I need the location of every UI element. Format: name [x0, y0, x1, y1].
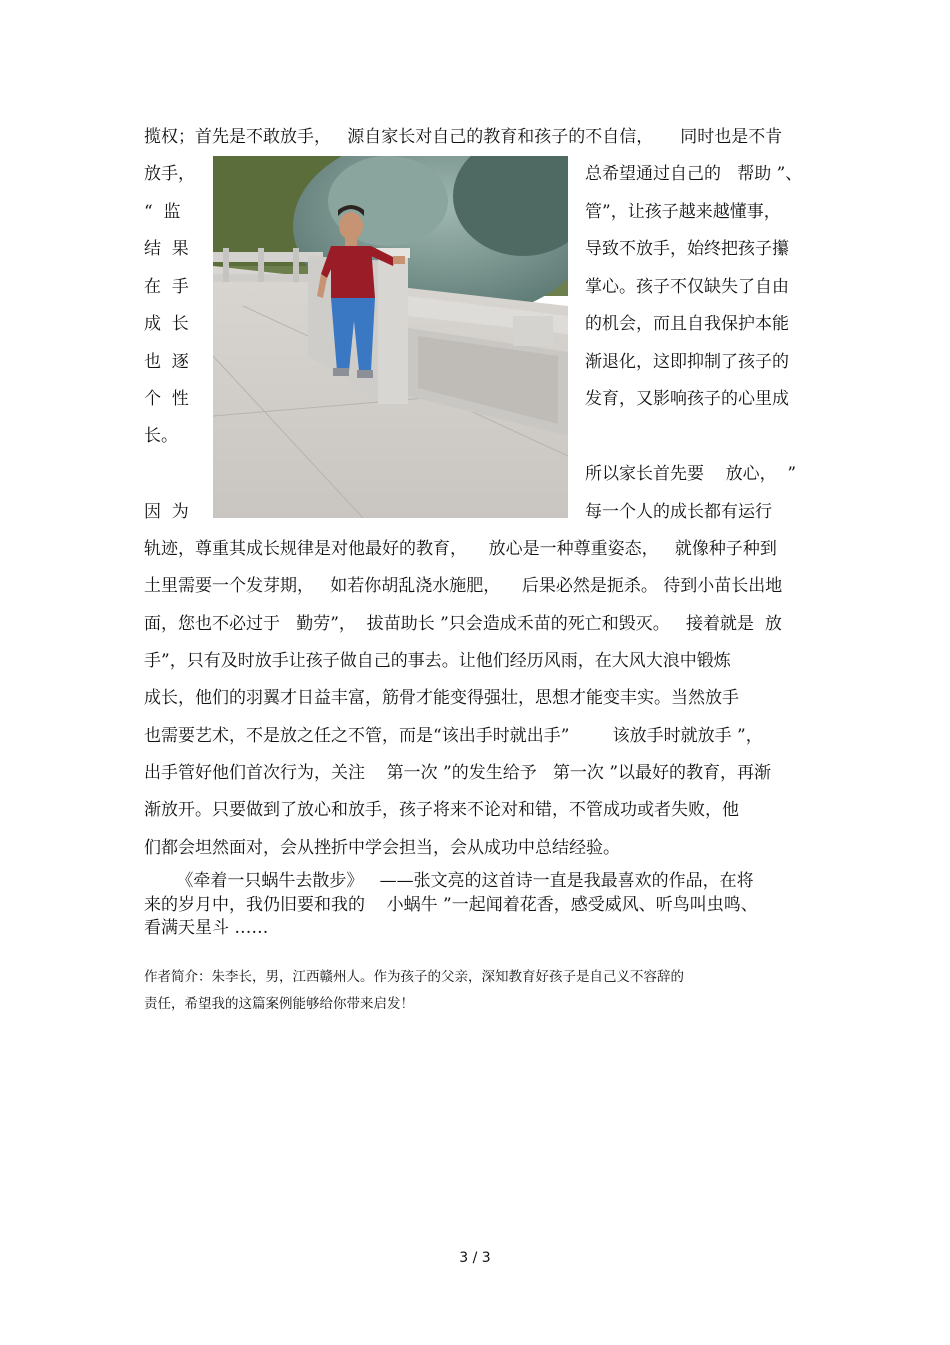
- text-line: 个 性: [144, 389, 189, 409]
- text-line: 也需要艺术，不是放之任之不管，而是“该出手时就出手” 该放手时就放手 ”，: [144, 726, 763, 746]
- text-line: 们都会坦然面对，会从挫折中学会担当，会从成功中总结经验。: [144, 838, 620, 858]
- text-line: 管”，让孩子越来越懂事，: [585, 202, 781, 222]
- text-line: 结 果: [144, 239, 189, 259]
- text-line: 总希望通过自己的 帮助 ”、: [585, 164, 803, 184]
- text-line: 渐放开。只要做到了放心和放手，孩子将来不论对和错，不管成功或者失败，他: [144, 800, 739, 820]
- text-line: 所以家长首先要 放心， ”: [585, 464, 797, 484]
- text-line: 成长，他们的羽翼才日益丰富，筋骨才能变得强壮，思想才能变丰实。当然放手: [144, 688, 739, 708]
- text-line: 放手，: [144, 164, 195, 184]
- text-line: 也 逐: [144, 352, 189, 372]
- text-line: 来的岁月中，我仍旧要和我的 小蜗牛 ”一起闻着花香，感受威风、听鸟叫虫鸣、: [144, 895, 758, 915]
- text-line: 成 长: [144, 314, 189, 334]
- text-line: 土里需要一个发芽期， 如若你胡乱浇水施肥， 后果必然是扼杀。 待到小苗长出地: [144, 576, 783, 596]
- text-line: 揽权；首先是不敢放手， 源自家长对自己的教育和孩子的不自信， 同时也是不肯: [144, 127, 783, 147]
- text-line: 出手管好他们首次行为，关注 第一次 ”的发生给予 第一次 ”以最好的教育，再渐: [144, 763, 772, 783]
- text-line: 的机会，而且自我保护本能: [585, 314, 789, 334]
- text-line: 责任，希望我的这篇案例能够给你带来启发！: [144, 996, 414, 1012]
- text-line: 渐退化，这即抑制了孩子的: [585, 352, 789, 372]
- text-line: 掌心。孩子不仅缺失了自由: [585, 277, 789, 297]
- text-line: 手”，只有及时放手让孩子做自己的事去。让他们经历风雨，在大风大浪中锻炼: [144, 651, 731, 671]
- text-line: 每一个人的成长都有运行: [585, 502, 772, 522]
- text-line: 长。: [144, 426, 178, 446]
- text-line: 因 为: [144, 502, 189, 522]
- text-line: 在 手: [144, 277, 189, 297]
- text-line: 作者简介：朱李长，男，江西赣州人。作为孩子的父亲，深知教育好孩子是自己义不容辞的: [144, 969, 684, 985]
- photo-man-at-railing: [213, 156, 568, 518]
- text-line: 轨迹，尊重其成长规律是对他最好的教育， 放心是一种尊重姿态， 就像种子种到: [144, 539, 777, 559]
- text-line: 《牵着一只蜗牛去散步》 ——张文亮的这首诗一直是我最喜欢的作品，在将: [144, 871, 754, 891]
- text-line: 发育，又影响孩子的心里成: [585, 389, 789, 409]
- text-line: “ 监: [144, 202, 181, 222]
- text-line: 导致不放手，始终把孩子攥: [585, 239, 789, 259]
- text-line: 看满天星斗 ……: [144, 918, 269, 938]
- text-line: 面，您也不必过于 勤劳”， 拔苗助长 ”只会造成禾苗的死亡和毁灭。 接着就是 放: [144, 614, 782, 634]
- page-number: 3 / 3: [459, 1250, 491, 1266]
